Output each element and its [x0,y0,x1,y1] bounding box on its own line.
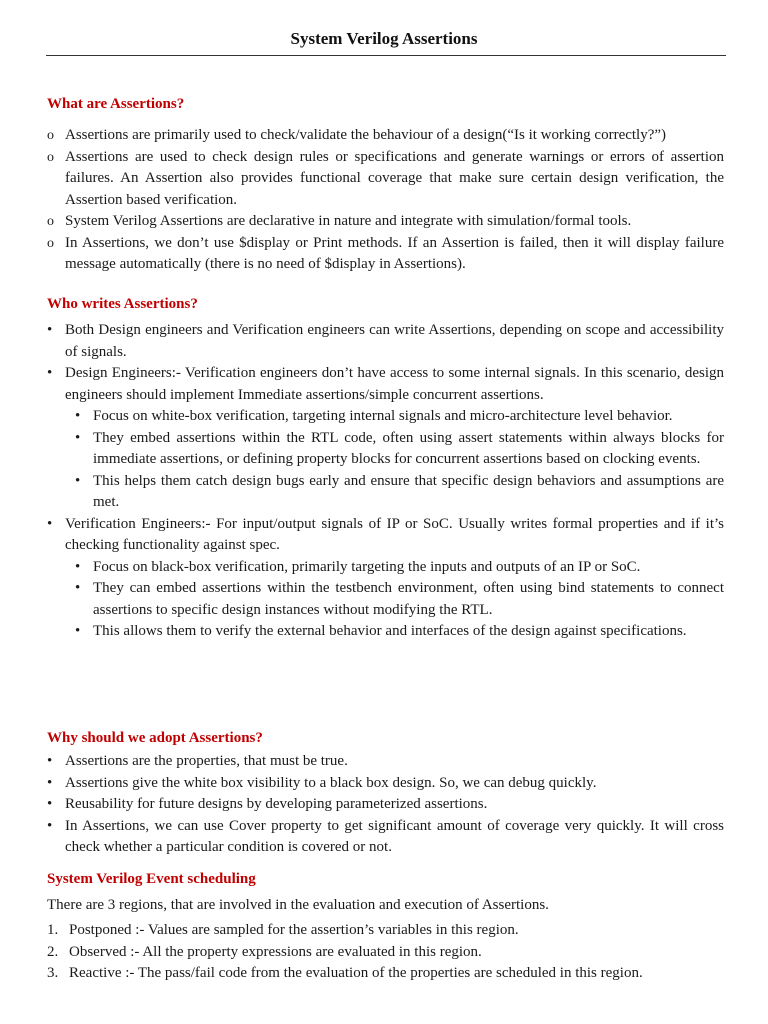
heading-event-scheduling: System Verilog Event scheduling [47,871,256,887]
item-number: 2. [47,943,59,960]
circle-bullet-icon: o [47,214,54,229]
sub-list-item: • Focus on white-box verification, targeting internal signals and micro-architecture level behavior. [93,406,724,428]
why-list [0,751,768,859]
list-item: • Assertions give the white box visibility to a black box design. So, we can debug quickly. [65,773,724,795]
dot-bullet-icon: • [47,796,53,812]
dot-bullet-icon: • [75,558,81,575]
circle-bullet-icon: o [47,128,54,143]
dot-bullet-icon: • [75,623,81,639]
heading-what-are-assertions: What are Assertions? [47,96,185,112]
sub-list-item: • They embed assertions within the RTL code, often using assert statements within always blocks for immediate assertions, or defining property blocks for concurrent assertions based on clocking events. [75,429,724,467]
list-item: • In Assertions, we can use Cover property to get significant amount of coverage very quickly. It will cross check whether a particular condition is covered or not. [47,817,724,855]
what-list [0,125,768,276]
numbered-item: 3. Reactive :- The pass/fail code from the evaluation of the properties are scheduled in this region. [69,963,724,985]
list-item: o In Assertions, we don’t use $display or Print methods. If an Assertion is failed, then it will display failure message automatically (there is no need of $display in Assertions). [47,234,724,272]
list-item: o Assertions are primarily used to check/validate the behaviour of a design(“Is it working correctly?”) [65,125,724,147]
list-item: • Verification Engineers:- For input/output signals of IP or SoC. Usually writes formal properties and if it’s checking functionality against spec. [47,515,724,553]
sub-list-item: • They can embed assertions within the testbench environment, often using bind statements to connect assertions to specific design instances without modifying the RTL. [75,580,724,618]
list-item: • Assertions are the properties, that must be true. [65,751,724,773]
sub-list-item: • This helps them catch design bugs early and ensure that specific design behaviors and assumptions are met. [75,472,724,510]
dot-bullet-icon: • [47,774,53,791]
dot-bullet-icon: • [75,429,81,446]
circle-bullet-icon: o [47,235,54,251]
numbered-item: 2. Observed :- All the property expressions are evaluated in this region. [69,942,724,964]
heading-who-writes-assertions: Who writes Assertions? [47,296,198,312]
dot-bullet-icon: • [75,580,81,596]
dot-bullet-icon: • [47,365,53,381]
list-item: • Both Design engineers and Verification engineers can write Assertions, depending on scope and accessibility of signals. [47,322,724,360]
dot-bullet-icon: • [47,322,53,338]
sub-list-item: • Focus on black-box verification, primarily targeting the inputs and outputs of an IP or SoC. [93,557,724,579]
list-item: o System Verilog Assertions are declarative in nature and integrate with simulation/formal tools. [65,211,724,233]
sub-list-item: • This allows them to verify the external behavior and interfaces of the design against specifications. [93,621,724,643]
scheduling-list [0,920,768,985]
item-number: 1. [47,922,59,938]
heading-why-adopt-assertions: Why should we adopt Assertions? [47,730,263,746]
numbered-item: 1. Postponed :- Values are sampled for the assertion’s variables in this region. [69,920,724,942]
item-number: 3. [47,965,59,981]
dot-bullet-icon: • [75,408,81,424]
dot-bullet-icon: • [47,515,53,532]
list-item: • Reusability for future designs by developing parameterized assertions. [65,794,724,816]
dot-bullet-icon: • [47,753,53,769]
scheduling-intro: There are 3 regions, that are involved in the evaluation and execution of Assertions. [47,897,549,913]
list-item: • Design Engineers:- Verification engineers don’t have access to some internal signals. In this scenario, design engineers should implement Immediate assertions/simple concurrent assertions. [47,365,724,403]
title-rule [46,55,726,56]
who-list [0,320,768,643]
dot-bullet-icon: • [75,472,81,489]
circle-bullet-icon: o [47,149,54,165]
dot-bullet-icon: • [47,817,53,834]
list-item: o Assertions are used to check design rules or specifications and generate warnings or errors of assertion failures. An Assertion also provides functional coverage that make sure certain design verification, the Assertion based verification. [47,148,724,208]
page-title: System Verilog Assertions [290,29,478,48]
